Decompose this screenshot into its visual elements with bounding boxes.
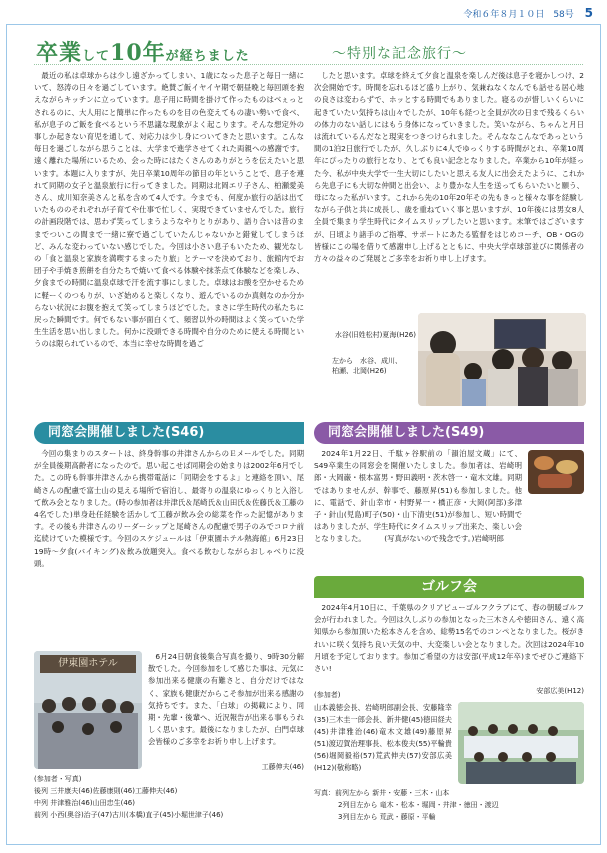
s46-photo bbox=[34, 651, 142, 769]
s49-text bbox=[314, 448, 522, 568]
feature-left-text bbox=[34, 70, 304, 415]
s49-paragraph: 2024年1月22日、千駄ヶ谷駅前の「韻泊屋文蔵」にて、S49卒業生の同窓会を開催いたしました。参加者は、岩崎明郎・大岡巌・根本富男・野田義明・茨木啓一・竜木文雄。同期ではありませんが、幹事で、藤原昇(51)も参加しました。他に、電話で、針山幸市・村野昇一・橋正彦・大岡(阿部)多津子・針山(児島)町子(50)・山下清史(51)が参加し、短い時間ではありましたが、学生時代にタイムスリップ出来た、楽しい会となりました。 (写真がないので残念です。)岩崎明郎 bbox=[314, 449, 522, 544]
golf-photo-caption: 3列目左から 荒武・藤原・平輪 bbox=[338, 813, 436, 821]
issue-date: 令和６年８月１０日 bbox=[463, 10, 545, 20]
feature-left-paragraph: 最近の私は卓球からは少し遠ざかってしまい、1歳になった息子と毎日一緒にいて、怒涛の日々を過ごしています。絶賛ご飯イヤイヤ期で朝昼晩と毎回頭を抱えながらキッチンに立っています。息子用に時間を掛けて作ったものはべぇっとされるのに、大人用にと簡単に作ったものを目の色変えてもの凄い勢いで食べ、私が息子のご飯を食べるという不思議な現象がよく起こります。そんな想定外の事しか起きない育児を通して、対応力は少し身についてきたと思います。こんな毎日を過ごしながら思うことは、大学まで進学させてくれた両親への感謝です。遠く離れた場所にいるため、会った時にはたくさんのありがとうを伝えたいと思います。本題に入りますが、先日卒業10周年の節目の年ということで、息子を連れて同期の女子と温泉旅行に行ってきました。同期は北岡エリ子さん、柏瀬愛美さん、成川知奈美さんと私を含めて4人です。今までも、何度か旅行の話は出ていたもののそれぞれが子育てや仕事で忙しく、実現できていませんでした。旅行の計画段階では、思わず笑ってしまうようなやりとりがあり、語り合いは昔のままでついこの間まで一緒に寮で過ごしていたんじゃないかと錯覚してしまうほど、みんな変わっていない感じでした。今回は小さい息子もいたため、観光なしの「食と温泉と家族を満喫するまったり旅」とテーマを決めており、旅館内でお団子や手焼き煎餅を自分たちで焼いて食べる体験や抹茶点て体験などを楽しみ、夕食までの時間に温泉卓球で汗を流す事にしました。卓球はお酸を空かせるために軽ーくのつもりが、いざ始めると楽しくなり、遊んでいるのか真剣なのか分からない状況にお腹を抱えて笑ってしまうほどでした。まさに学生時代の私たちに戻った瞬間です。何でもない事が面白くて、頻習以外の時間はよく笑っていた学生生活を思い出しました。何かに没頭できる時間や自分のために使える時間というのは限られているので、本当に幸せな時間を過ご bbox=[34, 71, 304, 349]
golf-photo bbox=[458, 702, 584, 784]
feature-photo-caption: 左から 水谷、成川、 柏瀬、北岡(H26) bbox=[332, 357, 402, 375]
s46-paragraph-2: 6月24日朝食後集合写真を撮り、9時30分解散でした。今回参加をして感じた事は、元気に参加出来る健康の有難さと、自分だけではなく、家族も健康だからこそ参加が出来る感謝の気持ちです。また、「白球」の掲載により、同期・先輩・後輩へ、近況報告が出来る事もうれしく思います。最後になりましたが、白門卓球会皆様のご多幸をお祈り申し上げます。 bbox=[148, 652, 304, 747]
s46-member-line: 中列 井津雅治(46)山田忠生(46) bbox=[34, 799, 135, 807]
golf-photo-caption: 写真：前列左から 新井・安藤・三木・山本 bbox=[314, 789, 450, 797]
title-part: 10年 bbox=[110, 40, 166, 66]
title-part: して bbox=[82, 49, 111, 64]
golf-photo-caption: 2列目左から 竜木・松本・堀岡・井津・徳田・渡辺 bbox=[338, 801, 499, 809]
section-bar-s49: 同窓会開催しました(S49) bbox=[314, 422, 584, 444]
title-part: が経ちました bbox=[165, 49, 250, 64]
section-bar-golf: ゴルフ会 bbox=[314, 576, 584, 598]
s46-author: 工藤伸夫(46) bbox=[261, 763, 304, 771]
s46-paragraph: 今回の集まりのスタートは、終身幹事の井津さんからのＥメールでした。同期が全員後期高齢者になったので。思い起こせば同期会の始まりは2002年6月でした。この時も幹事井津さんから携帯電話に「同期会をするよ」と連絡を頂い、尾崎さんの配慮で富士山の見える場所で宿泊し、最寄りの温泉にゆっくりと入浴して飲み会となりました。(時の参加者は井津氏＆尾崎氏＆山田氏＆佐藤氏＆工藤の4名でした)単身赴任経験を活かして工藤が飲み会の総菜を作った記憶があります。その後も井津さんのリーダーシップと尾崎さんの配慮で男子のみでコロナ前迄続けていた模様です。今回のスケジュールは「伊東園ホテル熱海館」6月23日19時～夕食(バイキング)＆飲み放題突入。食べる飲むしながらおしゃべりに没頭。 bbox=[34, 449, 304, 568]
feature-author: 水谷(旧姓松村)夏海(H26) bbox=[334, 331, 416, 339]
section-bar-s46: 同窓会開催しました(S46) bbox=[34, 422, 304, 444]
s46-text bbox=[34, 448, 304, 648]
s46-member-line: 前列 小西(奥谷)治子(47)古川(本橋)直子(45)小堀世津子(46) bbox=[34, 811, 224, 819]
golf-text bbox=[314, 602, 584, 686]
s49-food-photo bbox=[528, 450, 584, 494]
hotel-sign: 伊東園ホテル bbox=[40, 655, 136, 673]
page-number: 5 bbox=[584, 6, 593, 20]
s46-member-line: 後列 三井康夫(46)佐藤康則(46)工藤伸夫(46) bbox=[34, 787, 178, 795]
feature-title bbox=[36, 36, 250, 67]
feature-subtitle: ～特別な記念旅行～ bbox=[332, 46, 467, 62]
page-header bbox=[463, 6, 593, 20]
feature-right-text bbox=[314, 70, 584, 318]
golf-members bbox=[314, 702, 452, 786]
title-rule bbox=[34, 64, 583, 65]
issue-number: 58号 bbox=[553, 10, 574, 20]
feature-photo bbox=[418, 313, 586, 406]
feature-right-paragraph: したと思います。卓球を終えて夕食と温泉を楽しんだ後は息子を寝かしつけ、2次会開始です。時間を忘れるほど盛り上がり、気兼ねなくなんでも話せる居心地の良さは変わらずで、ホッとする時間でもありました。寝るのが惜しいくらいに起きていたい気持ちは山々でしたが、10年も経つと全員が次の日まで残るくらいの体力のない話しにはもう身体になっていきました。笑いながら、ちゃんと月日は流れているんだなと現実をつきつけられました。そんななこんなであっという間の1泊2日旅行でしたが、久しぶりに4人でゆっくりする時間がとれ、卒業10周年にぴったりの旅行となり、とても良い記念となりました。卒業から10年が経った今、私が中央大学で一生大切にしたいと思える友人に出会えたように、これから先息子にも大切な仲間と出会い、より豊かな人生を送ってもらいたいと願う、母になった私がいます。これから先の10年20年その先もきっと様々な事を経験しながら子供と共に成長し、歳を重ねていく事と思いますが、10年後には男女8人全員で集まり学生時代にタイムスリップしたいと思います。末筆ではございますが、日頃より諸手のご指導、サポートにあたる監督をはじめコーチ、OB・OGの皆様にこの場を借りて感謝申し上げるとともに、中央大学卓球部並びに関係者の方々の益々のご発展とご多幸をお祈り申し上げます。 bbox=[314, 71, 584, 264]
golf-members-title: (参加者) bbox=[314, 691, 341, 699]
golf-author: 安部広美(H12) bbox=[536, 687, 584, 695]
golf-members-list: 山本義徳会長、岩崎明郎副会長、安藤隆幸(35)三木圭一郎会長、新井健(45)徳田経夫(45)井津雅治(46)竜木文雄(49)藤原昇(51)渡辺賀治理事長、松本俊夫(55)平輪貴(56)堀岡毅裕(57)荒武伸夫(57)安部広美(H12)(敬称略) bbox=[314, 703, 452, 772]
title-part: 卒業 bbox=[36, 40, 83, 66]
golf-paragraph: 2024年4月10日に、千葉県のクリアビューゴルフクラブにて、春の朝暖ゴルフ会が行われました。今回は久しぶりの参加となった三木さんや徳田さん、遠く高知県から参加頂いた松本さんを含め、総勢15名でのコンペとなりました。桜がきれいに咲く気持ち良い天気の中、大変楽しい会となりました。次回は2024年10月頃を予定しております。参加ご希望の方は安部(平成12年卒)までぜひご連絡下さい! bbox=[314, 603, 584, 674]
s46-members-title: (参加者・写真) bbox=[34, 775, 82, 783]
s46-text-2 bbox=[148, 651, 304, 761]
